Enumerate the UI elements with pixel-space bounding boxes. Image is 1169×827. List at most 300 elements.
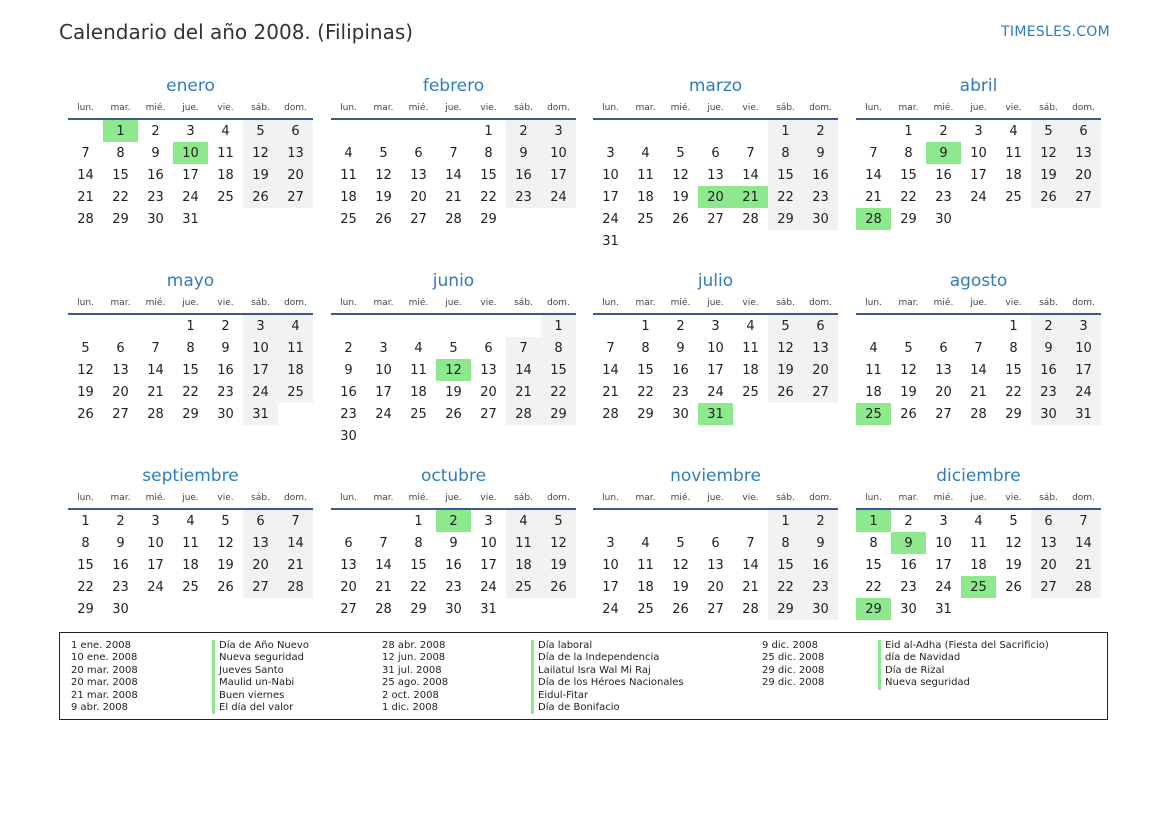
day-cell[interactable]: 16 — [935, 167, 952, 183]
day-cell[interactable]: 3 — [1066, 315, 1101, 337]
day-cell[interactable]: 13 — [243, 532, 278, 554]
day-cell[interactable]: 25 — [1005, 189, 1022, 205]
day-cell[interactable]: 26 — [77, 406, 94, 422]
day-cell[interactable]: 20 — [803, 359, 838, 381]
day-cell[interactable]: 23 — [147, 189, 164, 205]
day-cell[interactable]: 14 — [1066, 532, 1101, 554]
day-cell[interactable]: 26 — [541, 576, 576, 598]
day-cell[interactable]: 13 — [707, 557, 724, 573]
day-cell[interactable]: 2 — [803, 510, 838, 532]
day-cell[interactable]: 25 — [506, 576, 541, 598]
day-cell[interactable]: 5 — [379, 145, 388, 161]
day-cell[interactable]: 14 — [77, 167, 94, 183]
day-cell[interactable]: 21 — [445, 189, 462, 205]
day-cell[interactable]: 30 — [935, 211, 952, 227]
day-cell[interactable]: 9 — [344, 362, 353, 378]
day-cell[interactable]: 23 — [1031, 381, 1066, 403]
day-cell[interactable]: 14 — [602, 362, 619, 378]
day-cell[interactable]: 6 — [116, 340, 125, 356]
day-cell[interactable]: 11 — [742, 340, 759, 356]
day-cell[interactable]: 22 — [900, 189, 917, 205]
day-cell[interactable]: 2 — [151, 123, 160, 139]
holiday-day[interactable]: 1 — [103, 120, 138, 142]
day-cell[interactable]: 23 — [803, 186, 838, 208]
day-cell[interactable]: 12 — [541, 532, 576, 554]
day-cell[interactable]: 13 — [410, 167, 427, 183]
day-cell[interactable]: 26 — [768, 381, 803, 403]
holiday-day[interactable]: 9 — [926, 142, 961, 164]
day-cell[interactable]: 5 — [1031, 120, 1066, 142]
day-cell[interactable]: 25 — [278, 381, 313, 403]
day-cell[interactable]: 15 — [182, 362, 199, 378]
day-cell[interactable]: 13 — [480, 362, 497, 378]
day-cell[interactable]: 18 — [1005, 167, 1022, 183]
day-cell[interactable]: 10 — [707, 340, 724, 356]
day-cell[interactable]: 27 — [480, 406, 497, 422]
day-cell[interactable]: 30 — [1031, 403, 1066, 425]
day-cell[interactable]: 5 — [1009, 513, 1018, 529]
day-cell[interactable]: 3 — [151, 513, 160, 529]
day-cell[interactable]: 5 — [243, 120, 278, 142]
day-cell[interactable]: 10 — [602, 557, 619, 573]
day-cell[interactable]: 26 — [445, 406, 462, 422]
day-cell[interactable]: 18 — [410, 384, 427, 400]
day-cell[interactable]: 24 — [182, 189, 199, 205]
day-cell[interactable]: 19 — [1005, 557, 1022, 573]
day-cell[interactable]: 4 — [746, 318, 755, 334]
day-cell[interactable]: 16 — [147, 167, 164, 183]
day-cell[interactable]: 24 — [147, 579, 164, 595]
day-cell[interactable]: 20 — [707, 579, 724, 595]
day-cell[interactable]: 8 — [116, 145, 125, 161]
day-cell[interactable]: 19 — [672, 579, 689, 595]
day-cell[interactable]: 28 — [742, 601, 759, 617]
day-cell[interactable]: 26 — [217, 579, 234, 595]
day-cell[interactable]: 15 — [768, 554, 803, 576]
day-cell[interactable]: 13 — [340, 557, 357, 573]
holiday-day[interactable]: 29 — [856, 598, 891, 620]
day-cell[interactable]: 11 — [340, 167, 357, 183]
day-cell[interactable]: 4 — [974, 513, 983, 529]
day-cell[interactable]: 12 — [243, 142, 278, 164]
day-cell[interactable]: 17 — [970, 167, 987, 183]
day-cell[interactable]: 21 — [506, 381, 541, 403]
day-cell[interactable]: 6 — [1031, 510, 1066, 532]
day-cell[interactable]: 26 — [900, 406, 917, 422]
day-cell[interactable]: 29 — [77, 601, 94, 617]
day-cell[interactable]: 31 — [935, 601, 952, 617]
day-cell[interactable]: 14 — [506, 359, 541, 381]
day-cell[interactable]: 4 — [641, 535, 650, 551]
holiday-day[interactable]: 25 — [856, 403, 891, 425]
day-cell[interactable]: 15 — [410, 557, 427, 573]
day-cell[interactable]: 23 — [112, 579, 129, 595]
day-cell[interactable]: 9 — [116, 535, 125, 551]
day-cell[interactable]: 26 — [672, 601, 689, 617]
day-cell[interactable]: 25 — [182, 579, 199, 595]
day-cell[interactable]: 22 — [637, 384, 654, 400]
day-cell[interactable]: 5 — [904, 340, 913, 356]
day-cell[interactable]: 14 — [742, 167, 759, 183]
day-cell[interactable]: 19 — [77, 384, 94, 400]
day-cell[interactable]: 16 — [506, 164, 541, 186]
day-cell[interactable]: 31 — [1066, 403, 1101, 425]
day-cell[interactable]: 12 — [768, 337, 803, 359]
day-cell[interactable]: 14 — [742, 557, 759, 573]
day-cell[interactable]: 29 — [480, 211, 497, 227]
day-cell[interactable]: 27 — [707, 211, 724, 227]
holiday-day[interactable]: 2 — [436, 510, 471, 532]
day-cell[interactable]: 28 — [77, 211, 94, 227]
day-cell[interactable]: 22 — [112, 189, 129, 205]
day-cell[interactable]: 16 — [112, 557, 129, 573]
day-cell[interactable]: 8 — [768, 142, 803, 164]
day-cell[interactable]: 19 — [900, 384, 917, 400]
day-cell[interactable]: 10 — [147, 535, 164, 551]
day-cell[interactable]: 8 — [904, 145, 913, 161]
day-cell[interactable]: 22 — [77, 579, 94, 595]
holiday-day[interactable]: 21 — [733, 186, 768, 208]
holiday-day[interactable]: 10 — [173, 142, 208, 164]
day-cell[interactable]: 24 — [602, 211, 619, 227]
day-cell[interactable]: 20 — [112, 384, 129, 400]
day-cell[interactable]: 19 — [672, 189, 689, 205]
day-cell[interactable]: 23 — [672, 384, 689, 400]
day-cell[interactable]: 15 — [541, 359, 576, 381]
day-cell[interactable]: 4 — [414, 340, 423, 356]
day-cell[interactable]: 8 — [541, 337, 576, 359]
day-cell[interactable]: 25 — [637, 601, 654, 617]
day-cell[interactable]: 9 — [1031, 337, 1066, 359]
day-cell[interactable]: 15 — [480, 167, 497, 183]
day-cell[interactable]: 8 — [81, 535, 90, 551]
day-cell[interactable]: 22 — [768, 186, 803, 208]
day-cell[interactable]: 19 — [243, 164, 278, 186]
day-cell[interactable]: 13 — [278, 142, 313, 164]
day-cell[interactable]: 1 — [186, 318, 195, 334]
day-cell[interactable]: 29 — [768, 208, 803, 230]
day-cell[interactable]: 16 — [803, 554, 838, 576]
day-cell[interactable]: 25 — [217, 189, 234, 205]
day-cell[interactable]: 15 — [1005, 362, 1022, 378]
day-cell[interactable]: 3 — [711, 318, 720, 334]
day-cell[interactable]: 10 — [602, 167, 619, 183]
day-cell[interactable]: 15 — [77, 557, 94, 573]
day-cell[interactable]: 25 — [742, 384, 759, 400]
day-cell[interactable]: 26 — [375, 211, 392, 227]
day-cell[interactable]: 6 — [711, 145, 720, 161]
day-cell[interactable]: 28 — [1066, 576, 1101, 598]
holiday-day[interactable]: 31 — [698, 403, 733, 425]
day-cell[interactable]: 15 — [768, 164, 803, 186]
day-cell[interactable]: 7 — [746, 145, 755, 161]
day-cell[interactable]: 8 — [186, 340, 195, 356]
day-cell[interactable]: 28 — [742, 211, 759, 227]
day-cell[interactable]: 2 — [904, 513, 913, 529]
day-cell[interactable]: 1 — [541, 315, 576, 337]
day-cell[interactable]: 21 — [77, 189, 94, 205]
day-cell[interactable]: 17 — [707, 362, 724, 378]
day-cell[interactable]: 25 — [637, 211, 654, 227]
day-cell[interactable]: 18 — [742, 362, 759, 378]
day-cell[interactable]: 14 — [865, 167, 882, 183]
day-cell[interactable]: 7 — [869, 145, 878, 161]
day-cell[interactable]: 2 — [803, 120, 838, 142]
day-cell[interactable]: 1 — [1009, 318, 1018, 334]
day-cell[interactable]: 10 — [970, 145, 987, 161]
day-cell[interactable]: 3 — [484, 513, 493, 529]
day-cell[interactable]: 20 — [278, 164, 313, 186]
day-cell[interactable]: 31 — [602, 233, 619, 249]
day-cell[interactable]: 24 — [1066, 381, 1101, 403]
day-cell[interactable]: 4 — [506, 510, 541, 532]
day-cell[interactable]: 21 — [742, 579, 759, 595]
day-cell[interactable]: 4 — [344, 145, 353, 161]
day-cell[interactable]: 11 — [217, 145, 234, 161]
holiday-day[interactable]: 25 — [961, 576, 996, 598]
day-cell[interactable]: 28 — [147, 406, 164, 422]
day-cell[interactable]: 9 — [803, 142, 838, 164]
day-cell[interactable]: 28 — [602, 406, 619, 422]
day-cell[interactable]: 9 — [676, 340, 685, 356]
day-cell[interactable]: 6 — [1066, 120, 1101, 142]
day-cell[interactable]: 30 — [340, 428, 357, 444]
day-cell[interactable]: 29 — [637, 406, 654, 422]
day-cell[interactable]: 7 — [746, 535, 755, 551]
day-cell[interactable]: 27 — [803, 381, 838, 403]
day-cell[interactable]: 18 — [637, 579, 654, 595]
day-cell[interactable]: 9 — [151, 145, 160, 161]
day-cell[interactable]: 18 — [217, 167, 234, 183]
day-cell[interactable]: 28 — [445, 211, 462, 227]
day-cell[interactable]: 23 — [900, 579, 917, 595]
day-cell[interactable]: 14 — [375, 557, 392, 573]
day-cell[interactable]: 18 — [182, 557, 199, 573]
day-cell[interactable]: 6 — [484, 340, 493, 356]
day-cell[interactable]: 18 — [340, 189, 357, 205]
day-cell[interactable]: 25 — [410, 406, 427, 422]
day-cell[interactable]: 24 — [935, 579, 952, 595]
holiday-day[interactable]: 20 — [698, 186, 733, 208]
day-cell[interactable]: 17 — [480, 557, 497, 573]
day-cell[interactable]: 23 — [340, 406, 357, 422]
day-cell[interactable]: 20 — [935, 384, 952, 400]
day-cell[interactable]: 18 — [278, 359, 313, 381]
day-cell[interactable]: 20 — [480, 384, 497, 400]
day-cell[interactable]: 1 — [484, 123, 493, 139]
day-cell[interactable]: 2 — [1031, 315, 1066, 337]
day-cell[interactable]: 7 — [81, 145, 90, 161]
day-cell[interactable]: 4 — [186, 513, 195, 529]
day-cell[interactable]: 22 — [768, 576, 803, 598]
day-cell[interactable]: 2 — [506, 120, 541, 142]
day-cell[interactable]: 29 — [900, 211, 917, 227]
day-cell[interactable]: 16 — [217, 362, 234, 378]
day-cell[interactable]: 17 — [243, 359, 278, 381]
day-cell[interactable]: 29 — [541, 403, 576, 425]
day-cell[interactable]: 31 — [480, 601, 497, 617]
day-cell[interactable]: 2 — [221, 318, 230, 334]
day-cell[interactable]: 1 — [768, 510, 803, 532]
day-cell[interactable]: 18 — [506, 554, 541, 576]
day-cell[interactable]: 22 — [480, 189, 497, 205]
day-cell[interactable]: 8 — [414, 535, 423, 551]
day-cell[interactable]: 19 — [1031, 164, 1066, 186]
day-cell[interactable]: 13 — [112, 362, 129, 378]
day-cell[interactable]: 20 — [1031, 554, 1066, 576]
day-cell[interactable]: 27 — [1066, 186, 1101, 208]
day-cell[interactable]: 7 — [506, 337, 541, 359]
day-cell[interactable]: 5 — [768, 315, 803, 337]
day-cell[interactable]: 31 — [243, 403, 278, 425]
day-cell[interactable]: 20 — [1066, 164, 1101, 186]
day-cell[interactable]: 13 — [1066, 142, 1101, 164]
day-cell[interactable]: 23 — [506, 186, 541, 208]
day-cell[interactable]: 14 — [445, 167, 462, 183]
holiday-day[interactable]: 9 — [891, 532, 926, 554]
day-cell[interactable]: 12 — [900, 362, 917, 378]
day-cell[interactable]: 3 — [606, 535, 615, 551]
day-cell[interactable]: 8 — [1009, 340, 1018, 356]
holiday-day[interactable]: 12 — [436, 359, 471, 381]
day-cell[interactable]: 31 — [182, 211, 199, 227]
day-cell[interactable]: 14 — [147, 362, 164, 378]
day-cell[interactable]: 10 — [541, 142, 576, 164]
day-cell[interactable]: 27 — [340, 601, 357, 617]
day-cell[interactable]: 5 — [81, 340, 90, 356]
day-cell[interactable]: 5 — [541, 510, 576, 532]
day-cell[interactable]: 13 — [707, 167, 724, 183]
day-cell[interactable]: 11 — [637, 557, 654, 573]
day-cell[interactable]: 10 — [1066, 337, 1101, 359]
day-cell[interactable]: 24 — [243, 381, 278, 403]
day-cell[interactable]: 16 — [900, 557, 917, 573]
day-cell[interactable]: 27 — [278, 186, 313, 208]
day-cell[interactable]: 3 — [606, 145, 615, 161]
day-cell[interactable]: 26 — [243, 186, 278, 208]
holiday-day[interactable]: 28 — [856, 208, 891, 230]
day-cell[interactable]: 9 — [803, 532, 838, 554]
day-cell[interactable]: 24 — [375, 406, 392, 422]
day-cell[interactable]: 11 — [410, 362, 427, 378]
day-cell[interactable]: 8 — [484, 145, 493, 161]
day-cell[interactable]: 17 — [182, 167, 199, 183]
day-cell[interactable]: 29 — [1005, 406, 1022, 422]
day-cell[interactable]: 14 — [278, 532, 313, 554]
day-cell[interactable]: 20 — [340, 579, 357, 595]
day-cell[interactable]: 30 — [445, 601, 462, 617]
day-cell[interactable]: 17 — [541, 164, 576, 186]
day-cell[interactable]: 6 — [803, 315, 838, 337]
day-cell[interactable]: 7 — [379, 535, 388, 551]
day-cell[interactable]: 30 — [900, 601, 917, 617]
day-cell[interactable]: 22 — [410, 579, 427, 595]
day-cell[interactable]: 29 — [768, 598, 803, 620]
day-cell[interactable]: 11 — [506, 532, 541, 554]
day-cell[interactable]: 12 — [672, 167, 689, 183]
day-cell[interactable]: 20 — [243, 554, 278, 576]
day-cell[interactable]: 22 — [865, 579, 882, 595]
day-cell[interactable]: 16 — [1031, 359, 1066, 381]
day-cell[interactable]: 30 — [217, 406, 234, 422]
day-cell[interactable]: 12 — [77, 362, 94, 378]
day-cell[interactable]: 30 — [112, 601, 129, 617]
day-cell[interactable]: 28 — [970, 406, 987, 422]
day-cell[interactable]: 24 — [602, 601, 619, 617]
day-cell[interactable]: 29 — [182, 406, 199, 422]
day-cell[interactable]: 5 — [449, 340, 458, 356]
day-cell[interactable]: 25 — [340, 211, 357, 227]
day-cell[interactable]: 2 — [344, 340, 353, 356]
day-cell[interactable]: 22 — [1005, 384, 1022, 400]
day-cell[interactable]: 11 — [278, 337, 313, 359]
day-cell[interactable]: 18 — [865, 384, 882, 400]
day-cell[interactable]: 17 — [602, 189, 619, 205]
day-cell[interactable]: 7 — [1066, 510, 1101, 532]
day-cell[interactable]: 22 — [182, 384, 199, 400]
day-cell[interactable]: 8 — [641, 340, 650, 356]
day-cell[interactable]: 4 — [641, 145, 650, 161]
day-cell[interactable]: 12 — [1005, 535, 1022, 551]
day-cell[interactable]: 1 — [904, 123, 913, 139]
day-cell[interactable]: 21 — [375, 579, 392, 595]
day-cell[interactable]: 26 — [1031, 186, 1066, 208]
day-cell[interactable]: 8 — [869, 535, 878, 551]
day-cell[interactable]: 21 — [865, 189, 882, 205]
day-cell[interactable]: 20 — [410, 189, 427, 205]
day-cell[interactable]: 4 — [221, 123, 230, 139]
day-cell[interactable]: 27 — [935, 406, 952, 422]
day-cell[interactable]: 11 — [865, 362, 882, 378]
day-cell[interactable]: 30 — [803, 598, 838, 620]
day-cell[interactable]: 26 — [1005, 579, 1022, 595]
day-cell[interactable]: 19 — [217, 557, 234, 573]
day-cell[interactable]: 17 — [935, 557, 952, 573]
day-cell[interactable]: 21 — [1066, 554, 1101, 576]
day-cell[interactable]: 3 — [939, 513, 948, 529]
day-cell[interactable]: 27 — [112, 406, 129, 422]
day-cell[interactable]: 12 — [375, 167, 392, 183]
day-cell[interactable]: 3 — [379, 340, 388, 356]
day-cell[interactable]: 17 — [1066, 359, 1101, 381]
day-cell[interactable]: 16 — [672, 362, 689, 378]
day-cell[interactable]: 2 — [676, 318, 685, 334]
day-cell[interactable]: 10 — [375, 362, 392, 378]
day-cell[interactable]: 21 — [147, 384, 164, 400]
day-cell[interactable]: 17 — [602, 579, 619, 595]
day-cell[interactable]: 30 — [672, 406, 689, 422]
day-cell[interactable]: 16 — [803, 164, 838, 186]
day-cell[interactable]: 23 — [217, 384, 234, 400]
day-cell[interactable]: 19 — [541, 554, 576, 576]
day-cell[interactable]: 11 — [1005, 145, 1022, 161]
day-cell[interactable]: 6 — [414, 145, 423, 161]
day-cell[interactable]: 18 — [637, 189, 654, 205]
day-cell[interactable]: 3 — [974, 123, 983, 139]
day-cell[interactable]: 1 — [768, 120, 803, 142]
day-cell[interactable]: 4 — [1009, 123, 1018, 139]
day-cell[interactable]: 5 — [221, 513, 230, 529]
day-cell[interactable]: 7 — [606, 340, 615, 356]
day-cell[interactable]: 30 — [803, 208, 838, 230]
day-cell[interactable]: 27 — [243, 576, 278, 598]
day-cell[interactable]: 7 — [278, 510, 313, 532]
day-cell[interactable]: 11 — [970, 535, 987, 551]
day-cell[interactable]: 15 — [865, 557, 882, 573]
day-cell[interactable]: 22 — [541, 381, 576, 403]
day-cell[interactable]: 2 — [939, 123, 948, 139]
day-cell[interactable]: 12 — [1031, 142, 1066, 164]
